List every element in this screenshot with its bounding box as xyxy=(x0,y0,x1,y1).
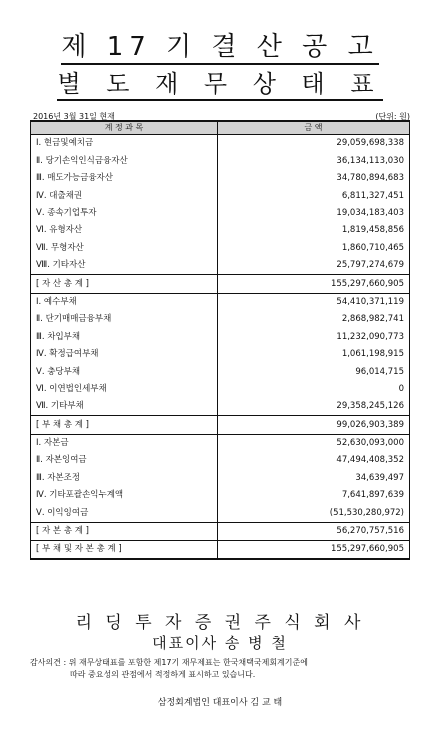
account-label: Ⅱ. 당기손익인식금융자산 xyxy=(31,152,218,169)
account-label: Ⅰ. 현금및예치금 xyxy=(31,135,218,153)
table-row xyxy=(31,346,410,363)
account-amount: 1,061,198,915 xyxy=(218,346,410,363)
account-amount: (51,530,280,972) xyxy=(218,504,410,522)
table-row xyxy=(31,398,410,416)
account-amount: 56,270,757,516 xyxy=(218,522,410,540)
account-label: Ⅴ. 종속기업투자 xyxy=(31,205,218,222)
table-row xyxy=(31,504,410,522)
table-row xyxy=(31,452,410,469)
auditor-name: 삼정회계법인 대표이사 김 교 태 xyxy=(157,698,283,708)
table-row xyxy=(31,239,410,256)
audit-opinion-line1: 감사의견 : 위 재무상태표를 포함한 제17기 재무제표는 한국채택국제회계기준에 xyxy=(30,658,308,667)
account-amount: 6,811,327,451 xyxy=(218,187,410,204)
account-amount: 7,641,897,639 xyxy=(218,487,410,504)
audit-opinion xyxy=(30,657,415,681)
account-amount: 155,297,660,905 xyxy=(218,275,410,293)
account-label: Ⅲ. 차입부채 xyxy=(31,328,218,345)
account-label: [ 부 채 및 자 본 총 계 ] xyxy=(31,540,218,559)
account-amount: 54,410,371,119 xyxy=(218,293,410,311)
account-amount: 1,819,458,856 xyxy=(218,222,410,239)
account-label: Ⅳ. 확정급여부채 xyxy=(31,346,218,363)
ceo-name: 대표이사 송 병 철 xyxy=(152,634,288,652)
company-name: 리 딩 투 자 증 권 주 식 회 사 xyxy=(75,613,365,633)
account-amount: 11,232,090,773 xyxy=(218,328,410,345)
table-row xyxy=(31,434,410,452)
account-amount: 19,034,183,403 xyxy=(218,205,410,222)
table-row xyxy=(31,293,410,311)
account-label: Ⅰ. 예수부채 xyxy=(31,293,218,311)
currency-unit: (단위: 원) xyxy=(375,112,410,121)
account-amount: 99,026,903,389 xyxy=(218,416,410,434)
account-amount: 155,297,660,905 xyxy=(218,540,410,559)
account-label: Ⅴ. 이익잉여금 xyxy=(31,504,218,522)
header-amount: 금 액 xyxy=(218,121,410,135)
account-amount: 0 xyxy=(218,380,410,397)
account-label: Ⅴ. 충당부채 xyxy=(31,363,218,380)
table-row xyxy=(31,257,410,275)
account-label: Ⅳ. 기타포괄손익누계액 xyxy=(31,487,218,504)
table-row xyxy=(31,380,410,397)
account-label: Ⅲ. 매도가능금융자산 xyxy=(31,170,218,187)
account-label: Ⅵ. 유형자산 xyxy=(31,222,218,239)
account-amount: 47,494,408,352 xyxy=(218,452,410,469)
account-label: Ⅶ. 기타부채 xyxy=(31,398,218,416)
account-label: Ⅶ. 무형자산 xyxy=(31,239,218,256)
table-row xyxy=(31,487,410,504)
account-label: [ 부 채 총 계 ] xyxy=(31,416,218,434)
table-row xyxy=(31,469,410,486)
table-row xyxy=(31,187,410,204)
account-amount: 36,134,113,030 xyxy=(218,152,410,169)
notice-title: 제 17 기 결 산 공 고 xyxy=(0,26,440,63)
balance-sheet-table xyxy=(30,120,410,560)
table-row xyxy=(31,205,410,222)
header-account: 계 정 과 목 xyxy=(31,121,218,135)
account-amount: 52,630,093,000 xyxy=(218,434,410,452)
table-row xyxy=(31,170,410,187)
account-amount: 25,797,274,679 xyxy=(218,257,410,275)
account-amount: 34,780,894,683 xyxy=(218,170,410,187)
statement-title: 별 도 재 무 상 태 표 xyxy=(0,64,440,99)
account-amount: 29,059,698,338 xyxy=(218,135,410,153)
as-of-date: 2016년 3월 31일 현재 xyxy=(33,112,115,121)
account-amount: 34,639,497 xyxy=(218,469,410,486)
account-amount: 2,868,982,741 xyxy=(218,311,410,328)
table-row xyxy=(31,152,410,169)
account-label: Ⅷ. 기타자산 xyxy=(31,257,218,275)
account-label: Ⅳ. 대출채권 xyxy=(31,187,218,204)
table-row xyxy=(31,222,410,239)
account-label: Ⅱ. 자본잉여금 xyxy=(31,452,218,469)
table-row xyxy=(31,328,410,345)
table-total-row xyxy=(31,540,410,559)
account-label: Ⅱ. 단기매매금융부채 xyxy=(31,311,218,328)
table-row xyxy=(31,363,410,380)
table-row xyxy=(31,135,410,153)
account-label: Ⅲ. 자본조정 xyxy=(31,469,218,486)
account-amount: 29,358,245,126 xyxy=(218,398,410,416)
account-label: [ 자 산 총 계 ] xyxy=(31,275,218,293)
account-amount: 96,014,715 xyxy=(218,363,410,380)
table-total-row xyxy=(31,275,410,293)
audit-opinion-line2: 따라 중요성의 관점에서 적정하게 표시하고 있습니다. xyxy=(70,670,256,679)
table-total-row xyxy=(31,522,410,540)
table-header-row xyxy=(31,121,410,135)
table-row xyxy=(31,311,410,328)
table-total-row xyxy=(31,416,410,434)
account-label: Ⅵ. 이연법인세부채 xyxy=(31,380,218,397)
account-label: [ 자 본 총 계 ] xyxy=(31,522,218,540)
account-label: Ⅰ. 자본금 xyxy=(31,434,218,452)
account-amount: 1,860,710,465 xyxy=(218,239,410,256)
